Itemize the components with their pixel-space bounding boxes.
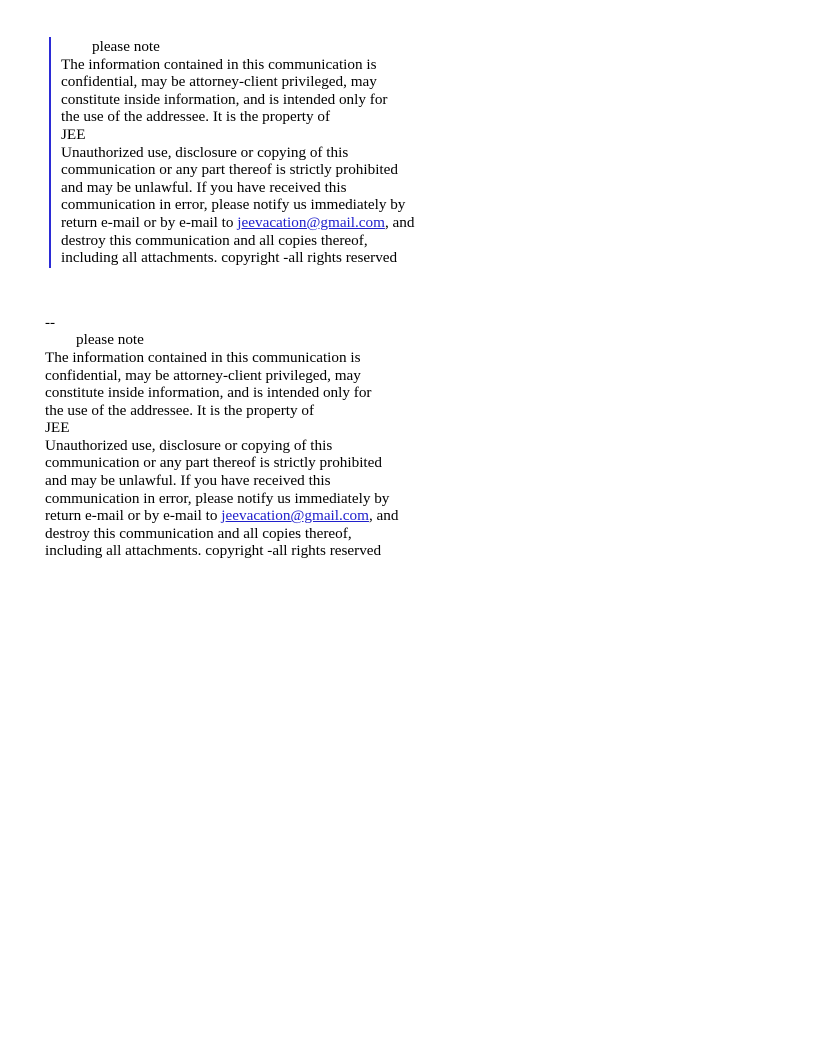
signature-line: communication or any part thereof is strictly prohibited xyxy=(45,454,382,472)
signature-line: and may be unlawful. If you have received this xyxy=(45,472,331,490)
quoted-notice-email-line xyxy=(61,214,765,232)
signature-line: JEE xyxy=(45,419,70,437)
signature-separator: -- xyxy=(45,313,56,331)
email-body xyxy=(45,37,765,560)
signature-block xyxy=(45,314,765,560)
quoted-notice-heading: please note xyxy=(92,38,160,55)
quoted-notice-line: communication in error, please notify us immediately by xyxy=(61,196,406,214)
signature-email-prefix: return e-mail or by e-mail to xyxy=(45,507,222,525)
quoted-notice-line: the use of the addressee. It is the property of xyxy=(61,108,331,126)
signature-line: confidential, may be attorney-client privileged, may xyxy=(45,366,361,384)
signature-line: destroy this communication and all copies thereof, xyxy=(45,524,352,542)
signature-line: The information contained in this communication is xyxy=(45,348,361,366)
quoted-notice-line: The information contained in this communication is xyxy=(61,55,377,73)
signature-line: communication in error, please notify us immediately by xyxy=(45,489,390,507)
signature-line: constitute inside information, and is intended only for xyxy=(45,384,372,402)
signature-line: the use of the addressee. It is the property of xyxy=(45,401,315,419)
quoted-notice-block xyxy=(49,37,765,268)
signature-heading: please note xyxy=(76,331,144,349)
signature-email-suffix: , and xyxy=(368,507,399,525)
signature-email-line xyxy=(45,507,765,525)
quoted-notice-email-suffix: , and xyxy=(384,213,415,231)
spacer xyxy=(45,268,765,314)
quoted-notice-line: communication or any part thereof is strictly prohibited xyxy=(61,161,398,179)
signature-line: including all attachments. copyright -all rights reserved xyxy=(45,542,382,560)
quoted-notice-email-prefix: return e-mail or by e-mail to xyxy=(61,213,238,231)
signature-email-link[interactable]: jeevacation@gmail.com xyxy=(221,507,369,525)
signature-line: Unauthorized use, disclosure or copying of this xyxy=(45,436,333,454)
quoted-notice-line: confidential, may be attorney-client privileged, may xyxy=(61,73,377,91)
quoted-notice-email-link[interactable]: jeevacation@gmail.com xyxy=(237,213,385,231)
quoted-notice-line: including all attachments. copyright -all rights reserved xyxy=(61,249,398,267)
quoted-notice-line: constitute inside information, and is intended only for xyxy=(61,90,388,108)
quoted-notice-line: JEE xyxy=(61,125,86,143)
quoted-notice-line: destroy this communication and all copies thereof, xyxy=(61,231,368,249)
quoted-notice-line: Unauthorized use, disclosure or copying of this xyxy=(61,143,349,161)
quoted-notice-line: and may be unlawful. If you have received this xyxy=(61,178,347,196)
